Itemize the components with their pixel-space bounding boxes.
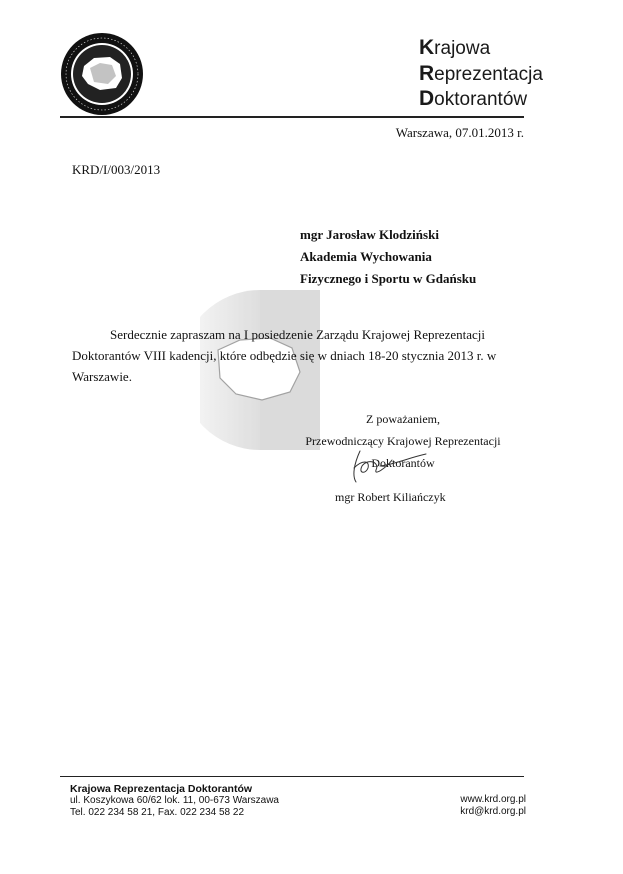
- signer-name: mgr Robert Kiliańczyk: [335, 490, 446, 504]
- addressee-line-2: Akademia Wychowania: [300, 249, 432, 264]
- signer-title: Przewodniczący Krajowej Reprezentacji Doktorantów: [305, 434, 501, 470]
- addressee-line-3: Fizycznego i Sportu w Gdańsku: [300, 271, 477, 286]
- header-divider: [60, 116, 524, 118]
- footer-address: ul. Koszykowa 60/62 lok. 11, 00-673 Warszawa: [70, 795, 279, 806]
- krd-logo-icon: [60, 32, 144, 116]
- footer-phone: Tel. 022 234 58 21, Fax. 022 234 58 22: [70, 807, 245, 818]
- footer-web: [430, 794, 526, 818]
- org-name-line-3: Doktorantów: [419, 87, 528, 110]
- org-name-line-2: Reprezentacja: [419, 61, 543, 85]
- footer-divider: [60, 776, 524, 777]
- org-name-header: [419, 36, 543, 113]
- letter-date: Warszawa, 07.01.2013 r.: [395, 125, 524, 140]
- letter-reference-number: KRD/I/003/2013: [72, 162, 161, 177]
- letter-body: Serdecznie zapraszam na I posiedzenie Zarządu Krajowej Reprezentacji Doktorantów VIII kadencji, które odbędzie się w dniach 18-20 stycznia 2013 r. w Warszawie.: [72, 327, 497, 384]
- footer-org-name: Krajowa Reprezentacja Doktorantów: [70, 783, 253, 795]
- org-name-line-1: Krajowa: [419, 36, 491, 59]
- handwritten-signature-icon: [340, 446, 430, 486]
- footer-contact: [70, 783, 279, 819]
- footer-website-link[interactable]: www.krd.org.pl: [460, 794, 526, 805]
- footer-email-link[interactable]: krd@krd.org.pl: [460, 806, 526, 817]
- addressee-block: [300, 224, 476, 290]
- greeting: Z poważaniem,: [366, 412, 440, 426]
- addressee-line-1: mgr Jarosław Klodziński: [300, 227, 439, 242]
